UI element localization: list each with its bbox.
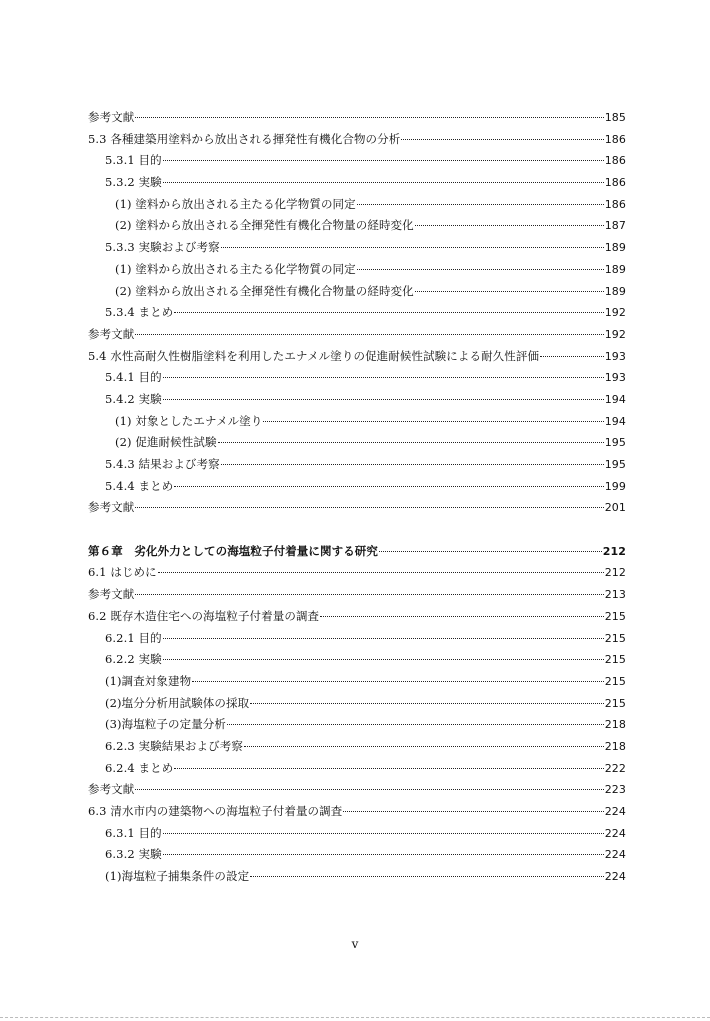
toc-entry-page: 215: [604, 696, 626, 710]
toc-entry-title: (1) 塗料から放出される主たる化学物質の同定: [115, 196, 356, 211]
toc-entry-page: 187: [604, 219, 626, 233]
toc-entry: [88, 801, 626, 823]
table-of-contents: [88, 107, 626, 888]
dot-leader: [357, 204, 604, 205]
toc-entry: [88, 584, 626, 606]
toc-entry: [88, 649, 626, 671]
toc-entry: [88, 324, 626, 346]
dot-leader: [227, 724, 604, 725]
dot-leader: [174, 486, 603, 487]
toc-entry-page: 222: [604, 761, 626, 775]
toc-entry: [88, 432, 626, 454]
toc-entry-page: 193: [604, 371, 626, 385]
toc-entry: [88, 194, 626, 216]
dot-leader: [221, 464, 604, 465]
toc-entry: [88, 172, 626, 194]
toc-entry-page: 186: [604, 176, 626, 190]
toc-entry-page: 193: [604, 349, 626, 363]
toc-entry-title: 5.4.2 実験: [105, 391, 162, 406]
toc-entry-page: 189: [604, 284, 626, 298]
toc-entry: [88, 693, 626, 715]
toc-entry-page: 189: [604, 241, 626, 255]
toc-entry: [88, 107, 626, 129]
toc-entry-title: (1)調査対象建物: [105, 673, 192, 688]
toc-entry-title: (2) 塗料から放出される全揮発性有機化合物量の経時変化: [115, 218, 414, 233]
toc-entry-page: 189: [604, 262, 626, 276]
toc-entry-page: 194: [604, 392, 626, 406]
toc-entry: [88, 606, 626, 628]
dot-leader: [174, 768, 603, 769]
toc-entry-page: 224: [604, 848, 626, 862]
toc-entry-page: 185: [604, 111, 626, 124]
dot-leader: [135, 117, 603, 118]
toc-entry-page: 215: [604, 631, 626, 645]
toc-entry-title: 5.4.1 目的: [105, 370, 162, 385]
toc-entry: [88, 844, 626, 866]
dot-leader: [192, 681, 604, 682]
toc-entry-title: 参考文献: [88, 110, 135, 124]
dot-leader: [250, 703, 604, 704]
toc-entry: [88, 736, 626, 758]
dot-leader: [244, 746, 604, 747]
toc-entry-page: 201: [604, 501, 626, 515]
dot-leader: [163, 377, 604, 378]
dot-leader: [401, 139, 603, 140]
toc-entry-title: (1) 塗料から放出される主たる化学物質の同定: [115, 261, 356, 276]
dot-leader: [218, 442, 604, 443]
toc-entry-title: (2) 促進耐候性試験: [115, 435, 217, 450]
toc-entry: [88, 259, 626, 281]
toc-entry: [88, 497, 626, 519]
toc-entry-page: 186: [604, 132, 626, 146]
toc-entry-title: 6.2 既存木造住宅への海塩粒子付着量の調査: [88, 608, 320, 623]
toc-entry-title: 6.2.1 目的: [105, 630, 162, 645]
dot-leader: [163, 833, 604, 834]
toc-entry: [88, 476, 626, 498]
toc-entry: [88, 823, 626, 845]
toc-entry-page: 224: [604, 870, 626, 884]
dot-leader: [135, 334, 603, 335]
toc-entry: [88, 346, 626, 368]
toc-entry-title: 5.3.2 実験: [105, 175, 162, 190]
toc-entry-title: 参考文献: [88, 587, 135, 602]
toc-entry-title: 参考文献: [88, 782, 135, 797]
toc-entry-title: 6.2.2 実験: [105, 652, 162, 667]
toc-entry: [88, 562, 626, 584]
toc-entry-page: 212: [602, 544, 626, 558]
toc-entry: [88, 389, 626, 411]
scan-edge-divider: [0, 1017, 710, 1018]
dot-leader: [415, 291, 604, 292]
dot-leader: [163, 659, 604, 660]
dot-leader: [250, 876, 604, 877]
toc-entry-title: 6.1 はじめに: [88, 565, 157, 580]
toc-entry: [88, 411, 626, 433]
toc-entry: [88, 129, 626, 151]
toc-entry-title: (3)海塩粒子の定量分析: [105, 717, 226, 732]
dot-leader: [163, 160, 604, 161]
toc-entry-title: (2)塩分分析用試験体の採取: [105, 695, 250, 710]
toc-entry-page: 218: [604, 718, 626, 732]
dot-leader: [163, 854, 604, 855]
toc-entry: [88, 866, 626, 888]
toc-entry-page: 186: [604, 197, 626, 211]
toc-entry-page: 215: [604, 653, 626, 667]
dot-leader: [221, 247, 604, 248]
toc-entry-title: 5.3.4 まとめ: [105, 305, 174, 320]
dot-leader: [158, 572, 604, 573]
dot-leader: [163, 638, 604, 639]
dot-leader: [540, 356, 604, 357]
toc-entry-title: 5.4.3 結果および考察: [105, 457, 220, 471]
dot-leader: [415, 225, 604, 226]
toc-entry-title: 5.3.3 実験および考察: [105, 240, 220, 255]
toc-entry-page: 213: [604, 588, 626, 602]
toc-entry-title: 5.3 各種建築用塗料から放出される揮発性有機化合物の分析: [88, 131, 401, 146]
toc-entry-page: 192: [604, 306, 626, 320]
dot-leader: [163, 399, 604, 400]
toc-entry: [88, 237, 626, 259]
dot-leader: [174, 312, 603, 313]
toc-entry-page: 215: [604, 609, 626, 623]
dot-leader: [135, 594, 603, 595]
dot-leader: [343, 811, 603, 812]
toc-entry: [88, 367, 626, 389]
toc-entry: [88, 302, 626, 324]
toc-entry-page: 223: [604, 783, 626, 797]
toc-entry: [88, 454, 626, 476]
toc-entry-page: 215: [604, 674, 626, 688]
toc-entry-title: (1)海塩粒子捕集条件の設定: [105, 869, 250, 884]
toc-entry: [88, 671, 626, 693]
toc-entry-title: (1) 対象としたエナメル塗り: [115, 413, 263, 428]
dot-leader: [135, 789, 603, 790]
toc-entry-page: 195: [604, 436, 626, 450]
toc-entry-title: 参考文献: [88, 326, 135, 341]
toc-entry: [88, 150, 626, 172]
toc-entry: [88, 779, 626, 801]
section-gap: [88, 519, 626, 541]
toc-entry-page: 218: [604, 739, 626, 753]
toc-entry-page: 224: [604, 805, 626, 818]
toc-entry-page: 212: [604, 566, 626, 580]
toc-entry: [88, 628, 626, 650]
toc-chapter-entry: [88, 541, 626, 563]
dot-leader: [135, 507, 603, 508]
toc-entry-title: 6.2.3 実験結果および考察: [105, 738, 243, 753]
toc-entry: [88, 215, 626, 237]
page-number: v: [351, 937, 359, 951]
toc-entry-title: 5.3.1 目的: [105, 153, 162, 168]
toc-entry-page: 194: [604, 414, 626, 428]
toc-entry-title: 5.4.4 まとめ: [105, 478, 174, 493]
toc-entry-page: 186: [604, 154, 626, 168]
toc-entry: [88, 714, 626, 736]
toc-entry-title: 参考文献: [88, 500, 135, 515]
toc-entry: [88, 758, 626, 780]
toc-entry-page: 224: [604, 826, 626, 840]
dot-leader: [357, 269, 604, 270]
dot-leader: [379, 551, 602, 552]
toc-entry-title: 6.3.2 実験: [105, 847, 162, 862]
toc-entry: [88, 281, 626, 303]
toc-entry-title: 5.4 水性高耐久性樹脂塗料を利用したエナメル塗りの促進耐候性試験による耐久性評価: [88, 348, 540, 363]
dot-leader: [263, 421, 603, 422]
toc-entry-title: 6.3.1 目的: [105, 825, 162, 840]
toc-entry-title: 6.3 清水市内の建築物への海塩粒子付着量の調査: [88, 804, 343, 818]
toc-entry-page: 199: [604, 479, 626, 493]
toc-entry-title: (2) 塗料から放出される全揮発性有機化合物量の経時変化: [115, 283, 414, 298]
toc-entry-page: 195: [604, 458, 626, 471]
dot-leader: [320, 616, 604, 617]
toc-entry-title: 6.2.4 まとめ: [105, 760, 174, 775]
toc-entry-title: 第６章 劣化外力としての海塩粒子付着量に関する研究: [88, 543, 378, 558]
dot-leader: [163, 182, 604, 183]
toc-entry-page: 192: [604, 327, 626, 341]
